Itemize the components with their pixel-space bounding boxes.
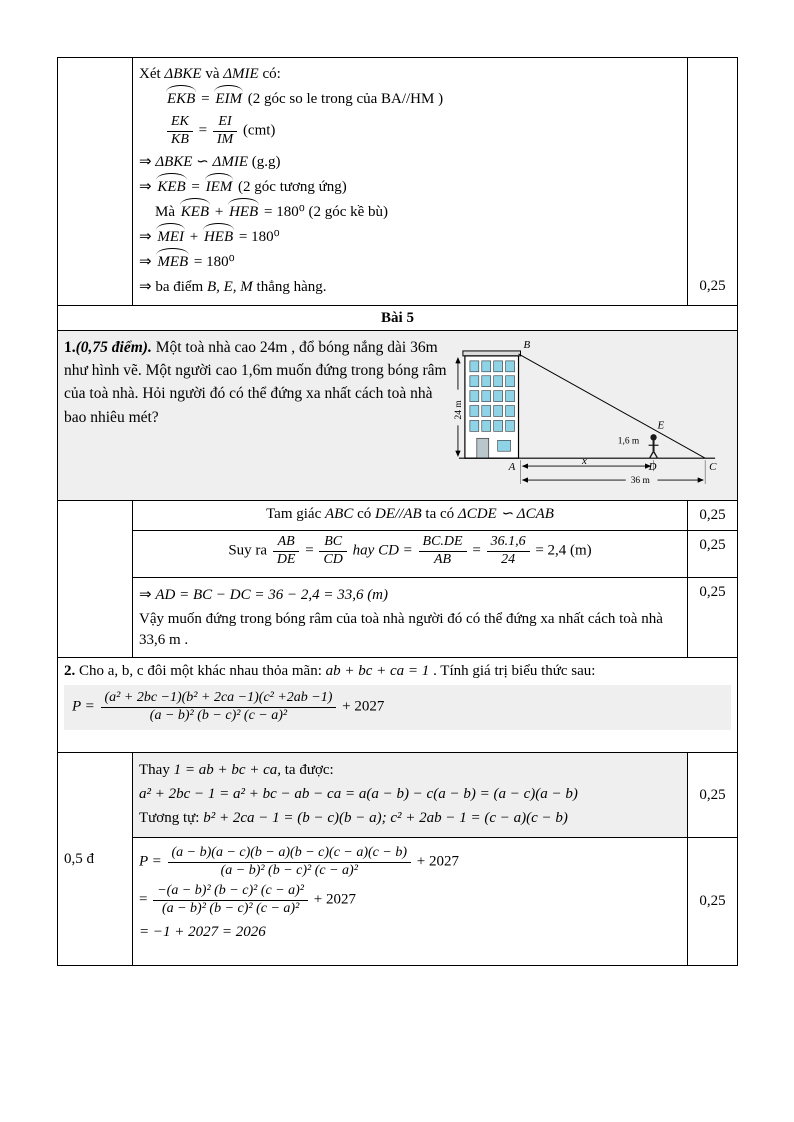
base-length-label: 36 m [630, 475, 650, 486]
score-cell [688, 578, 738, 658]
text: = [139, 892, 152, 909]
math-text: ΔMIE [223, 66, 259, 82]
problem2-formula-band [64, 685, 731, 730]
angle-hat: HEB [202, 227, 235, 247]
denominator: DE [276, 551, 296, 567]
angle-hat: KEB [155, 177, 187, 197]
text: + [211, 203, 228, 220]
text: + 2027 [338, 698, 385, 715]
bai5-header-row [58, 305, 738, 330]
fraction [151, 883, 310, 918]
numerator: 36.1,6 [487, 534, 530, 552]
section-title: Bài 5 [58, 305, 738, 330]
math-text: ΔBKE [155, 153, 193, 170]
text: ta có [421, 506, 458, 523]
solution1-line1-cell [133, 501, 688, 531]
P-simplified-line [139, 883, 681, 918]
conclusion-math-line [139, 585, 681, 605]
substitution-line [139, 760, 681, 780]
text: Cho a, b, c đôi một khác nhau thỏa mãn: [75, 662, 326, 679]
math-text: ΔCDE ∽ ΔCAB [457, 506, 554, 523]
score-value: 0,25 [699, 786, 726, 803]
score-cell [688, 501, 738, 531]
angle-hat: MEB [155, 252, 190, 272]
text: ⇒ [139, 253, 156, 270]
person-figure [649, 434, 659, 458]
text: = [301, 542, 318, 559]
expansion-line [139, 784, 681, 804]
math-text: b² + 2ca − 1 = (b − c)(b − a); c² + 2ab − 1 = (c − a)(c − b) [203, 810, 568, 827]
math-text: ABC [325, 506, 354, 523]
problem1-figure-box [451, 334, 731, 497]
text: + [185, 228, 202, 245]
point-label-E: E [657, 419, 665, 432]
angle-hat: HEB [227, 202, 260, 222]
point-label-C: C [709, 460, 717, 473]
denominator: AB [434, 551, 452, 567]
text: = 180⁰ [235, 228, 280, 245]
building-roof [463, 351, 521, 356]
text: ta được: [281, 761, 334, 778]
text: ⇒ [139, 178, 156, 195]
math-text: 1 = ab + bc + ca, [173, 761, 282, 778]
numerator: EK [167, 114, 193, 132]
answer-table [57, 57, 738, 966]
denominator: (a − b)² (b − c)² (c − a)² [220, 862, 358, 878]
math-text: ΔBKE [164, 66, 202, 82]
score-cell [688, 837, 738, 965]
numerator: (a² + 2bc −1)(b² + 2ca −1)(c² +2ab −1) [101, 690, 337, 708]
problem1-text [64, 334, 451, 429]
text: = [197, 91, 214, 107]
text: + 2027 [310, 892, 356, 909]
score-cell [688, 58, 738, 306]
x-label: x [582, 454, 587, 467]
problem1-cell [58, 330, 738, 500]
angle-hat: MEI [155, 227, 186, 247]
denominator: IM [216, 131, 234, 147]
angle-hat: EKB [165, 89, 197, 109]
solution1-row2 [58, 531, 738, 578]
numerator: AB [273, 534, 300, 552]
conclusion-text-line [139, 609, 681, 650]
text: = 180⁰ (2 góc kề bù) [260, 203, 389, 220]
solution1-line3-cell [133, 578, 688, 658]
proof-row [58, 58, 738, 306]
building-ground-window [498, 440, 511, 451]
fraction [165, 114, 195, 149]
P-substituted-line [139, 845, 681, 880]
angle-hat: IEM [204, 177, 235, 197]
numerator: BC.DE [419, 534, 467, 552]
text: = 180⁰ [190, 253, 235, 270]
math-text: ΔMIE [212, 153, 249, 170]
point-label-D: D [648, 460, 657, 473]
denominator: KB [171, 131, 189, 147]
fraction [166, 845, 413, 880]
shadow-hypotenuse [519, 354, 706, 458]
problem-number: 1. [64, 338, 76, 356]
proof-line-5 [139, 177, 681, 199]
text: Tương tự: [139, 810, 204, 827]
score-value: 0,25 [699, 537, 726, 554]
proof-content-cell [133, 58, 688, 306]
proof-line-4 [139, 152, 681, 174]
solution2-points-cell [58, 752, 133, 965]
text: Thay [139, 761, 174, 778]
problem2-row [58, 657, 738, 752]
numerator: −(a − b)² (b − c)² (c − a)² [153, 883, 308, 901]
fraction [485, 534, 532, 569]
text: (cmt) [239, 122, 276, 139]
math-text: P = [139, 853, 166, 870]
point-label-A: A [508, 460, 516, 473]
building-door [477, 438, 489, 458]
text: . Tính giá trị biểu thức sau: [429, 662, 596, 679]
fraction [211, 114, 239, 149]
text: có [353, 506, 376, 523]
math-text: a² + 2bc − 1 = a² + bc − ab − ca = a(a − b) − c(a − b) = (a − c)(a − b) [139, 786, 578, 803]
proof-line-8 [139, 252, 681, 274]
math-text: ab + bc + ca = 1 [325, 662, 430, 679]
text: ⇒ [139, 228, 156, 245]
proof-line-9 [139, 277, 681, 299]
text: (2 góc tương ứng) [234, 178, 347, 195]
text: Tam giác [266, 506, 325, 523]
text: = [187, 178, 204, 195]
text: có: [258, 66, 281, 82]
denominator: 24 [501, 551, 516, 567]
score-value: 0,25 [699, 893, 726, 910]
proof-line-7 [139, 227, 681, 249]
problem-number: 2. [64, 662, 76, 679]
fraction [317, 534, 348, 569]
proof-line-1 [139, 64, 681, 86]
solution2-partB-cell [133, 837, 688, 965]
text: + 2027 [413, 853, 459, 870]
denominator: (a − b)² (b − c)² (c − a)² [149, 707, 288, 723]
angle-hat: EIM [213, 89, 244, 109]
problem-body: Một toà nhà cao 24m , đổ bóng nắng dài 36m như hình vẽ. Một người cao 1,6m muốn đứng trong bóng râm của toà nhà. Hỏi người đó có thể đứng xa nhất cách toà nhà bao nhiêu mét? [64, 338, 447, 426]
text: và [201, 66, 224, 82]
person-height-label: 1,6 m [617, 436, 640, 447]
math-text: DE//AB [375, 506, 422, 523]
text: = [194, 122, 211, 139]
text: thẳng hàng. [252, 278, 327, 295]
final-result-line [139, 922, 681, 942]
numerator: BC [319, 534, 346, 552]
text: Vậy muốn đứng trong bóng râm của toà nhà người đó có thể đứng xa nhất cách toà nhà 33,6 m . [139, 611, 663, 648]
solution1-line2-cell [133, 531, 688, 578]
problem2-cell [58, 657, 738, 752]
fraction [417, 534, 469, 569]
solution2-rowB [58, 837, 738, 965]
text: ∽ [192, 153, 213, 170]
score-value: 0,25 [699, 507, 726, 524]
proof-line-6 [139, 202, 681, 224]
text: (2 góc so le trong của BA//HM ) [243, 91, 444, 107]
text: ⇒ [139, 587, 156, 604]
problem1-row [58, 330, 738, 500]
text: (g.g) [248, 153, 281, 170]
score-cell [688, 752, 738, 837]
score-value: 0,25 [699, 584, 726, 601]
point-label-B: B [523, 338, 531, 351]
proof-line-2 [139, 89, 681, 111]
score-value: 0,25 [699, 278, 726, 295]
solution1-left-empty-cell [58, 501, 133, 658]
solution1-row3 [58, 578, 738, 658]
building-height-label: 24 m [453, 400, 464, 420]
text: ⇒ ba điểm [139, 278, 207, 295]
math-text: B, E, M [206, 278, 253, 295]
text: Suy ra [228, 542, 271, 559]
solution2-partA-cell [133, 752, 688, 837]
analogy-line [139, 808, 681, 828]
proof-left-empty-cell [58, 58, 133, 306]
solution1-row1 [58, 501, 738, 531]
points-label: 0,5 đ [64, 850, 94, 867]
numerator: (a − b)(a − c)(b − a)(b − c)(c − a)(c − b) [168, 845, 411, 863]
text: = [468, 542, 485, 559]
numerator: EI [213, 114, 237, 132]
denominator: (a − b)² (b − c)² (c − a)² [161, 901, 300, 917]
text: Xét [139, 66, 165, 82]
denominator: CD [323, 551, 343, 567]
problem1-wrap [64, 334, 731, 497]
solution2-rowA [58, 752, 738, 837]
problem1-figure [451, 334, 729, 491]
problem-points: (0,75 điểm). [75, 338, 152, 356]
angle-hat: KEB [179, 202, 211, 222]
math-text: P = [72, 698, 99, 715]
text: Mà [155, 203, 179, 220]
fraction [271, 534, 302, 569]
math-text: = −1 + 2027 = 2026 [139, 924, 266, 941]
text: ⇒ [139, 153, 156, 170]
fraction [99, 690, 339, 725]
proof-line-3 [139, 114, 681, 149]
text: = 2,4 (m) [531, 542, 592, 559]
math-text: AD = BC − DC = 36 − 2,4 = 33,6 (m) [155, 587, 389, 604]
problem2-intro [64, 661, 731, 681]
math-text: hay CD = [348, 542, 417, 559]
score-cell [688, 531, 738, 578]
